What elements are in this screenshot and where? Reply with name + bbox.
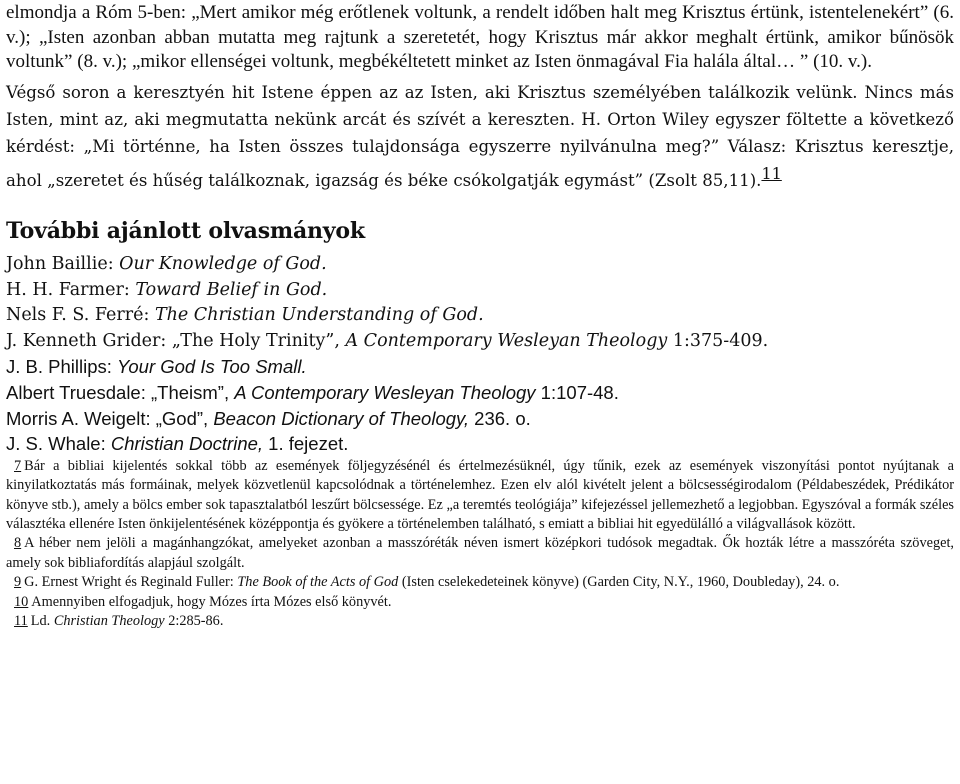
footnote-number-link[interactable]: 8: [14, 535, 22, 552]
footnote: 8 A héber nem jelöli a magánhangzókat, amelyeket azonban a masszóréták néven ismert középkori tudósok megadtak. Ők hozták létre a masszóréta szöveget, amely sok bibliafordítás alapjául szolgált.: [6, 535, 954, 571]
paragraph-text: Végső soron a keresztyén hit Istene éppen az az Isten, aki Krisztus személyében találkozik velünk. Nincs más Isten, mint az, aki megmutatta nekünk arcát és szívét a kereszten. H. Orton Wiley egyszer föltette a következő kérdést: „Mi történne, ha Isten összes tulajdonsága egyszerre nyilvánulna meg?” Válasz: Krisztus keresztje, ahol „szeretet és hűség találkoznak, igazság és béke csókolgatják egymást” (Zsolt 85,11).: [6, 83, 954, 191]
reading-item: Morris A. Weigelt: „God”, Beacon Dictionary of Theology, 236. o.: [6, 407, 531, 429]
reading-item: H. H. Farmer: Toward Belief in God.: [6, 279, 328, 300]
reading-item: J. B. Phillips: Your God Is Too Small.: [6, 356, 307, 378]
reading-list: [6, 252, 954, 457]
reading-item: J. S. Whale: Christian Doctrine, 1. fejezet.: [6, 433, 349, 455]
footnote-number-link[interactable]: 9: [14, 574, 22, 591]
body-paragraph: [6, 79, 954, 194]
footnote-number-link[interactable]: 10: [14, 593, 29, 610]
body-paragraph: elmondja a Róm 5-ben: „Mert amikor még erőtlenek voltunk, a rendelt időben halt meg Krisztus értünk, istentelenekért” (6. v.); „Isten azonban abban mutatta meg rajtunk a szeretetét, hogy Krisztus már akkor meghalt értünk, amikor bűnösök voltunk” (8. v.); „mikor ellenségei voltunk, megbékéltetett minket az Isten önmagával Fia halála által… ” (10. v.).: [6, 2, 954, 73]
footnote-ref-link[interactable]: 11: [761, 164, 782, 184]
section-heading: További ajánlott olvasmányok: [6, 218, 365, 245]
reading-item: J. Kenneth Grider: „The Holy Trinity”, A Contemporary Wesleyan Theology 1:375-409.: [6, 330, 769, 351]
reading-item: John Baillie: Our Knowledge of God.: [6, 254, 327, 275]
footnote-number-link[interactable]: 7: [14, 457, 22, 474]
footnote-number-link[interactable]: 11: [14, 613, 28, 630]
reading-item: Albert Truesdale: „Theism”, A Contemporary Wesleyan Theology 1:107-48.: [6, 382, 619, 404]
footnote: 11 Ld. Christian Theology 2:285-86.: [6, 612, 954, 631]
footnotes: [6, 457, 954, 632]
footnote: 10 Amennyiben elfogadjuk, hogy Mózes írta Mózes első könyvét.: [6, 593, 954, 612]
footnote: 9 G. Ernest Wright és Reginald Fuller: The Book of the Acts of God (Isten cselekedeteinek könyve) (Garden City, N.Y., 1960, Doubleday), 24. o.: [6, 573, 954, 592]
reading-item: Nels F. S. Ferré: The Christian Understanding of God.: [6, 305, 484, 326]
footnote: 7 Bár a bibliai kijelentés sokkal több az események följegyzésénél és értelmezésüknél, úgy tűnik, ezek az események viszonyítási pontot nyújtanak a kinyilatkoztatás más formáinak, melyek közvetlenül kapcsolódnak a történelemhez. Ezen elv alól kivételt jelent a bölcsességirodalom (Példabeszédek, Prédikátor könyve stb.), amely a bölcs ember sok tapasztalatból leszűrt bölcsessége. Ez „a teremtés teológiája” kifejezéssel jellemezhető a legjobban. Egyszóval a formák széles választéka ellenére Isten önkijelentésének középpontja és gyökere a történelemben található, s emiatt a bibliai hit egyedülálló a világvallások között.: [6, 457, 954, 533]
